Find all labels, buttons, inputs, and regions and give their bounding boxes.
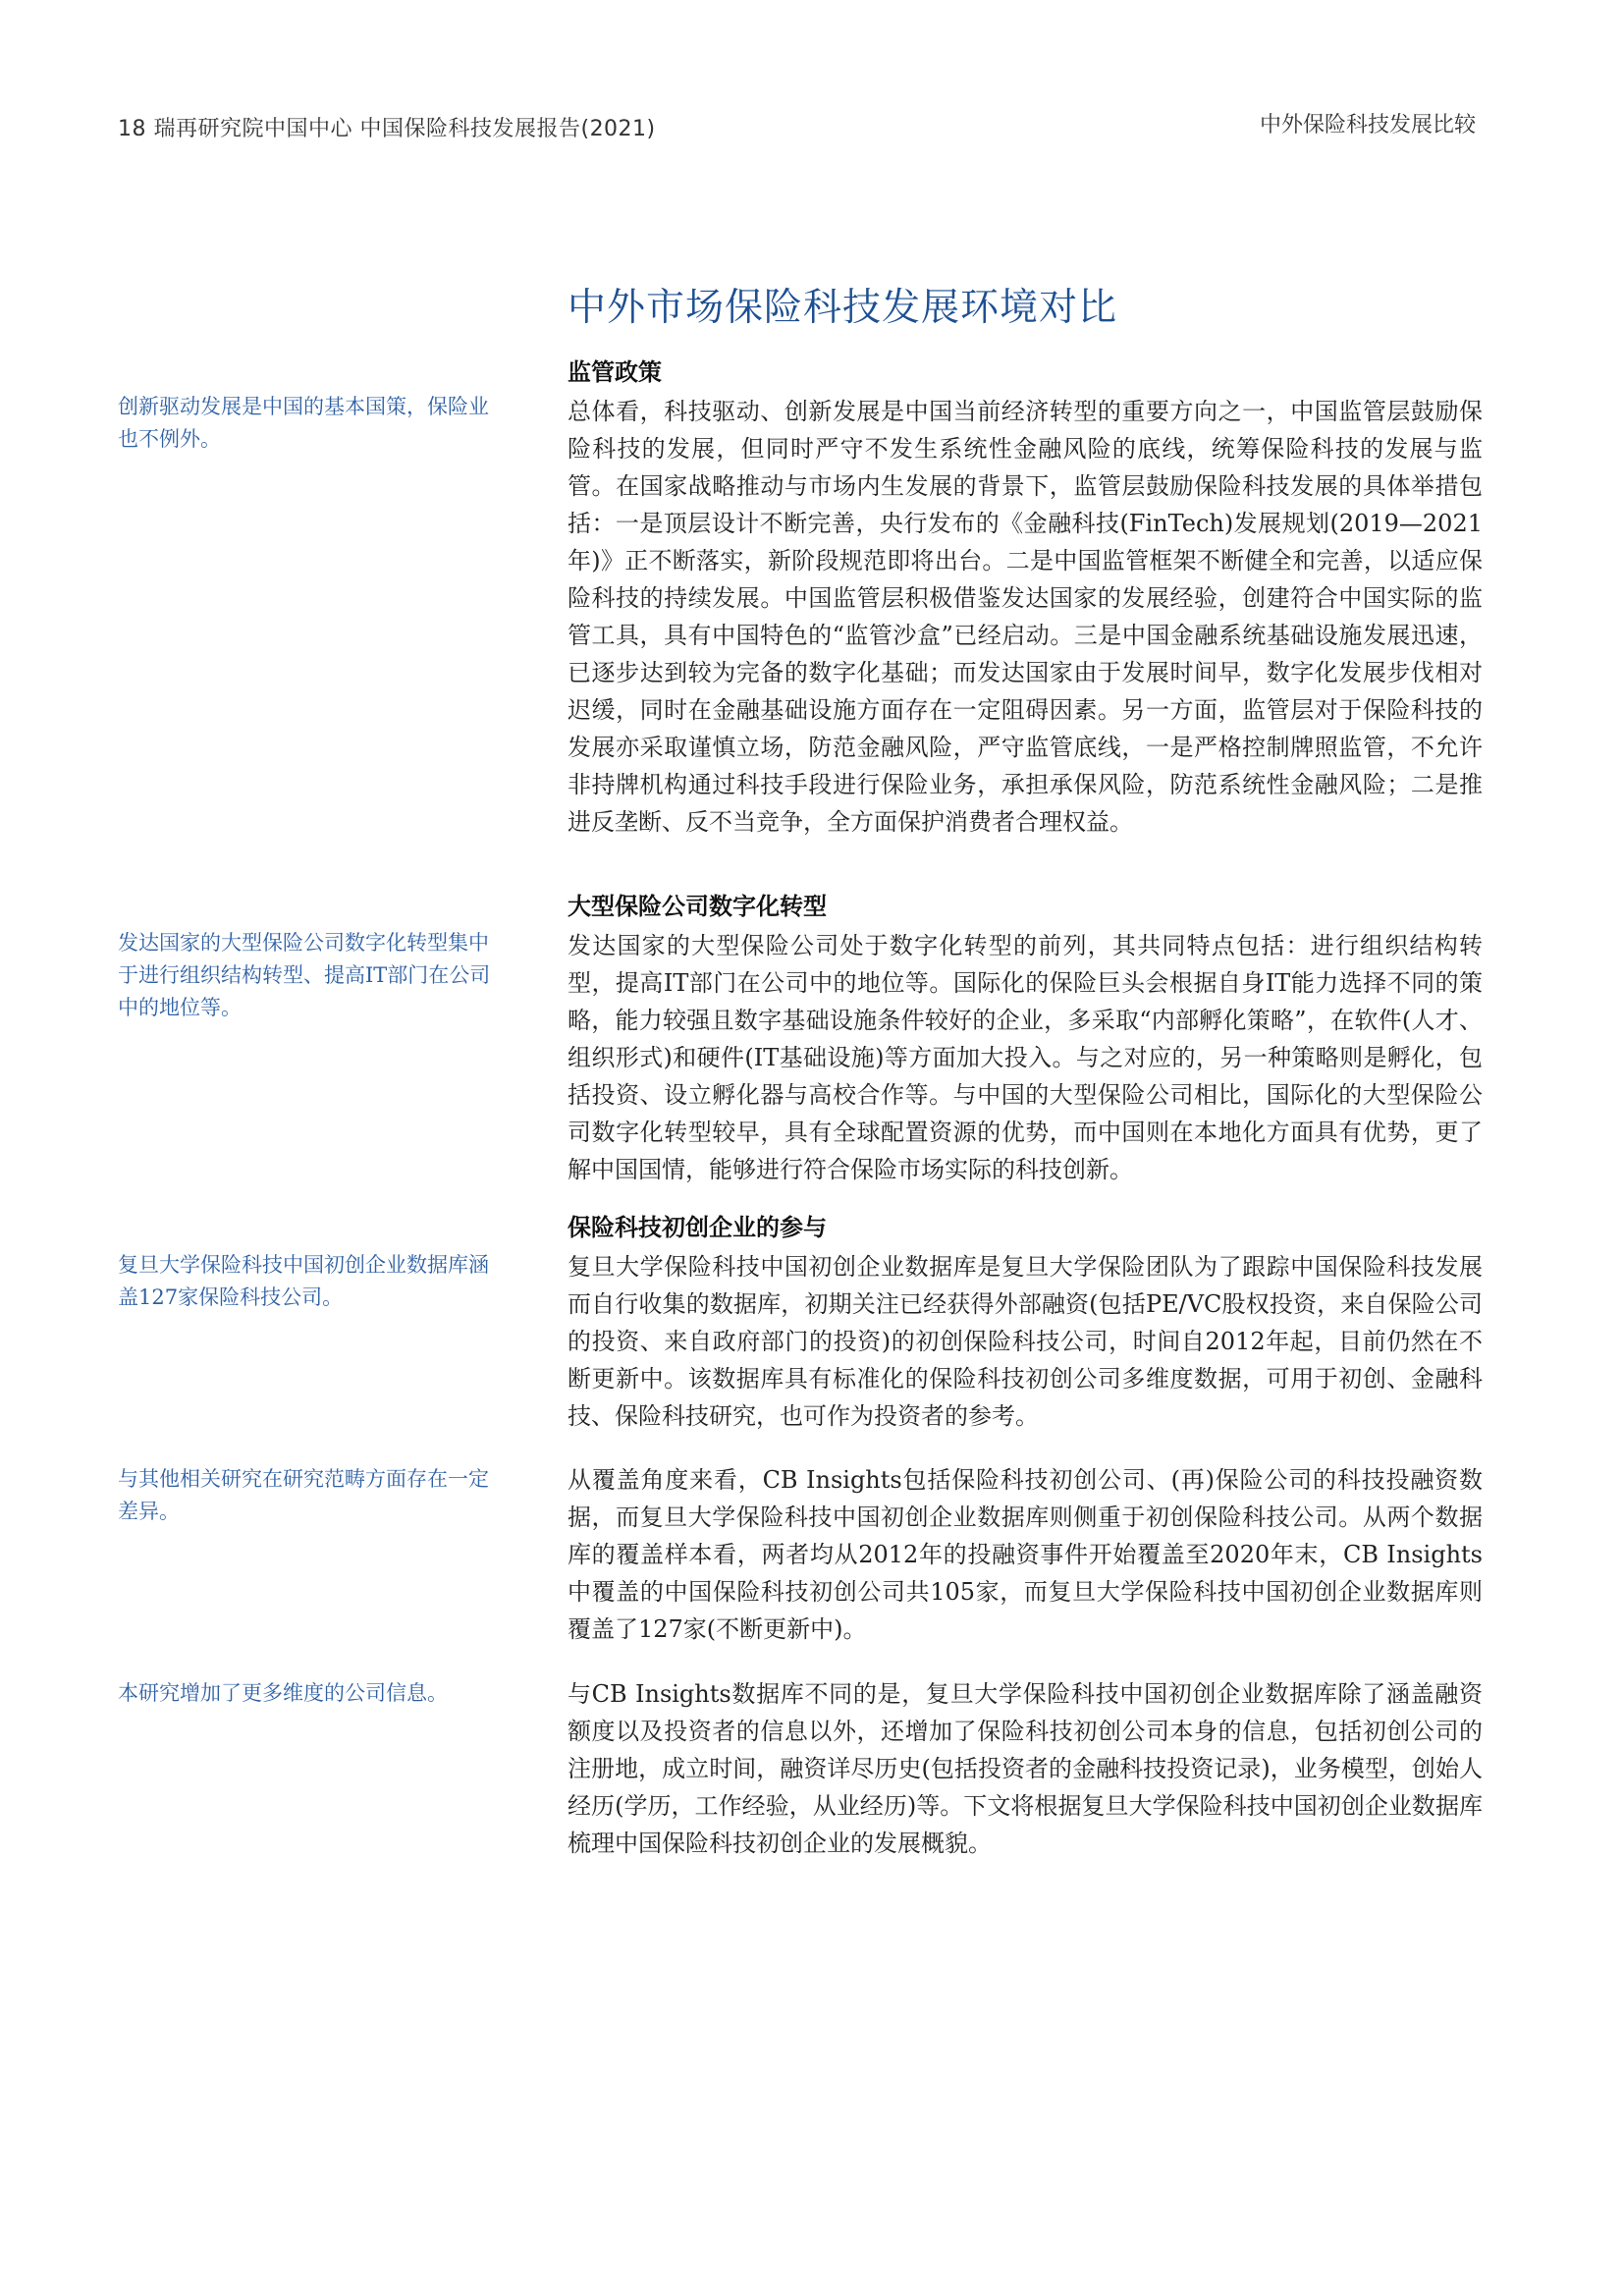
- section-heading: 保险科技初创企业的参与: [568, 1214, 827, 1241]
- section-digital-transformation: [568, 890, 1483, 1188]
- section-regulation: [568, 355, 1483, 841]
- section-body: 复旦大学保险科技中国初创企业数据库是复旦大学保险团队为了跟踪中国保险科技发展而自行收集的数据库，初期关注已经获得外部融资(包括PE/VC股权投资，来自保险公司的投资、来自政府部门的投资)的初创保险科技公司，时间自2012年起，目前仍然在不断更新中。该数据库具有标准化的保险科技初创公司多维度数据，可用于初创、金融科技、保险科技研究，也可作为投资者的参考。: [568, 1253, 1483, 1430]
- section-title: 中外市场保险科技发展环境对比: [568, 286, 1118, 330]
- section-coverage: [568, 1461, 1483, 1648]
- sidenote: 创新驱动发展是中国的基本国策，保险业也不例外。: [118, 395, 489, 451]
- running-header-left: 18 瑞再研究院中国中心 中国保险科技发展报告(2021): [118, 117, 656, 141]
- section-dimensions: [568, 1675, 1483, 1862]
- sidenote: 与其他相关研究在研究范畴方面存在一定差异。: [118, 1467, 489, 1523]
- section-body: 发达国家的大型保险公司处于数字化转型的前列，其共同特点包括：进行组织结构转型，提高IT部门在公司中的地位等。国际化的保险巨头会根据自身IT能力选择不同的策略，能力较强且数字基础设施条件较好的企业，多采取“内部孵化策略”，在软件(人才、组织形式)和硬件(IT基础设施)等方面加大投入。与之对应的，另一种策略则是孵化，包括投资、设立孵化器与高校合作等。与中国的大型保险公司相比，国际化的大型保险公司数字化转型较早，具有全球配置资源的优势，而中国则在本地化方面具有优势，更了解中国国情，能够进行符合保险市场实际的科技创新。: [568, 932, 1483, 1183]
- section-body: 与CB Insights数据库不同的是，复旦大学保险科技中国初创企业数据库除了涵盖融资额度以及投资者的信息以外，还增加了保险科技初创公司本身的信息，包括初创公司的注册地，成立时间，融资详尽历史(包括投资者的金融科技投资记录)，业务模型，创始人经历(学历，工作经验，从业经历)等。下文将根据复旦大学保险科技中国初创企业数据库梳理中国保险科技初创企业的发展概貌。: [568, 1680, 1483, 1857]
- section-startups: [568, 1211, 1483, 1435]
- sidenote: 发达国家的大型保险公司数字化转型集中于进行组织结构转型、提高IT部门在公司中的地位等。: [118, 931, 491, 1019]
- sidenote: 复旦大学保险科技中国初创企业数据库涵盖127家保险科技公司。: [118, 1253, 489, 1309]
- section-body: 总体看，科技驱动、创新发展是中国当前经济转型的重要方向之一，中国监管层鼓励保险科技的发展，但同时严守不发生系统性金融风险的底线，统筹保险科技的发展与监管。在国家战略推动与市场内生发展的背景下，监管层鼓励保险科技发展的具体举措包括：一是顶层设计不断完善，央行发布的《金融科技(FinTech)发展规划(2019—2021年)》正不断落实，新阶段规范即将出台。二是中国监管框架不断健全和完善，以适应保险科技的持续发展。中国监管层积极借鉴发达国家的发展经验，创建符合中国实际的监管工具，具有中国特色的“监管沙盒”已经启动。三是中国金融系统基础设施发展迅速，已逐步达到较为完备的数字化基础；而发达国家由于发展时间早，数字化发展步伐相对迟缓，同时在金融基础设施方面存在一定阻碍因素。另一方面，监管层对于保险科技的发展亦采取谨慎立场，防范金融风险，严守监管底线，一是严格控制牌照监管，不允许非持牌机构通过科技手段进行保险业务，承担承保风险，防范系统性金融风险；二是推进反垄断、反不当竞争，全方面保护消费者合理权益。: [568, 398, 1483, 836]
- section-body: 从覆盖角度来看，CB Insights包括保险科技初创公司、(再)保险公司的科技投融资数据，而复旦大学保险科技中国初创企业数据库则侧重于初创保险科技公司。从两个数据库的覆盖样本看，两者均从2012年的投融资事件开始覆盖至2020年末，CB Insights中覆盖的中国保险科技初创公司共105家，而复旦大学保险科技中国初创企业数据库则覆盖了127家(不断更新中)。: [568, 1466, 1483, 1643]
- sidenote: 本研究增加了更多维度的公司信息。: [118, 1681, 448, 1705]
- running-header-right: 中外保险科技发展比较: [1259, 113, 1476, 137]
- section-heading: 大型保险公司数字化转型: [568, 893, 827, 920]
- section-heading: 监管政策: [568, 358, 662, 386]
